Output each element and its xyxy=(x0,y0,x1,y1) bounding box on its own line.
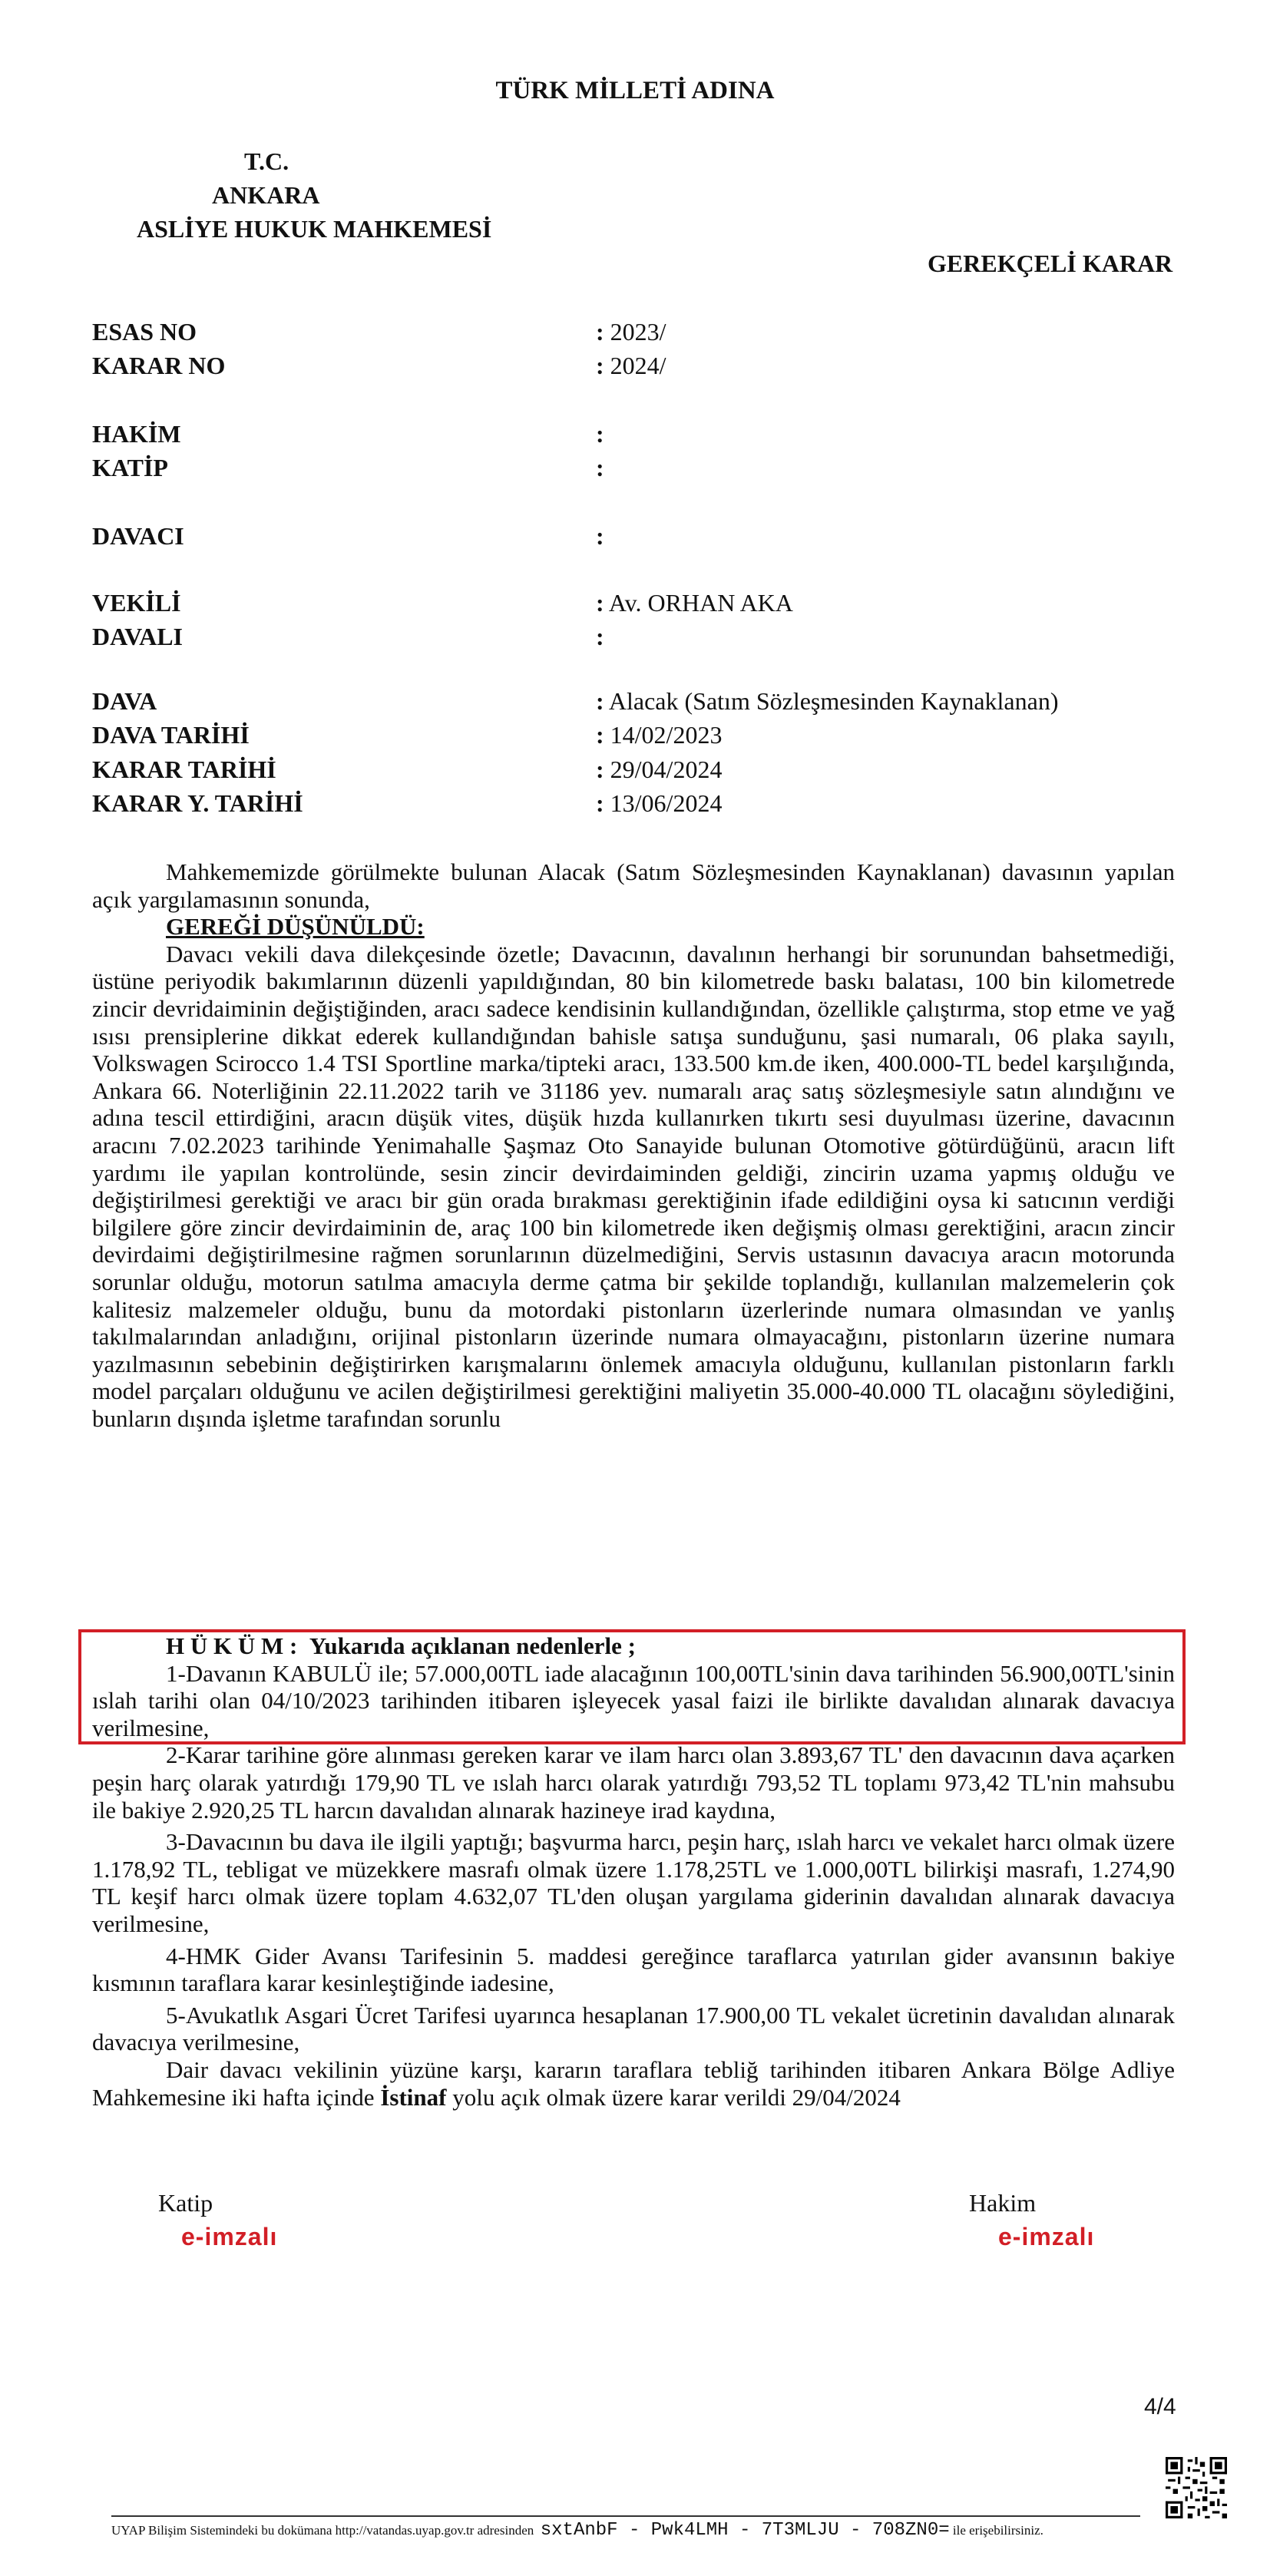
hukum-closing: Dair davacı vekilinin yüzüne karşı, kararın taraflara tebliğ tarihinden itibaren Ankara Bölge Adliye Mahkemesine iki hafta içinde İstinaf yolu açık olmak üzere karar verildi 29/04/2024 xyxy=(92,2055,1175,2111)
page-number: 4/4 xyxy=(1144,2394,1176,2419)
katip-eimza-badge: e-imzalı xyxy=(181,2223,278,2250)
hukum-section xyxy=(92,1632,1175,2111)
field-label-karar-tarihi: KARAR TARİHİ xyxy=(92,756,276,783)
field-label-karar-y-tarihi: KARAR Y. TARİHİ xyxy=(92,789,303,817)
field-label-esas-no: ESAS NO xyxy=(92,318,197,346)
hukum-item-2: 2-Karar tarihine göre alınması gereken karar ve ilam harcı olan 3.893,67 TL' den davacının dava açarken peşin harç olarak yatırdığı 179,90 TL ve ıslah harcı olarak yatırdığı 793,52 TL toplamı 973,42 TL'nin mahsubu ile bakiye 2.920,25 TL harcın davalıdan alınarak hazineye irad kaydına, xyxy=(92,1741,1175,1824)
field-value-davaci: : xyxy=(596,522,604,550)
court-line-city: ANKARA xyxy=(212,181,320,209)
field-value-davali: : xyxy=(596,623,604,650)
qr-code-icon xyxy=(1166,2457,1227,2518)
footer-rule xyxy=(111,2515,1140,2517)
hakim-eimza-badge: e-imzalı xyxy=(998,2223,1095,2250)
field-label-karar-no: KARAR NO xyxy=(92,352,226,379)
field-value-karar-tarihi: : 29/04/2024 xyxy=(596,756,723,783)
field-label-hakim: HAKİM xyxy=(92,420,181,448)
body-section xyxy=(92,858,1175,1432)
court-line-name: ASLİYE HUKUK MAHKEMESİ xyxy=(137,215,492,243)
intro-paragraph: Mahkememizde görülmekte bulunan Alacak (Satım Sözleşmesinden Kaynaklanan) davasının yapılan açık yargılamasının sonunda, xyxy=(92,858,1175,913)
katip-label: Katip xyxy=(158,2189,213,2217)
field-label-dava: DAVA xyxy=(92,687,157,715)
field-value-vekili: : Av. ORHAN AKA xyxy=(596,589,793,617)
decision-type: GEREKÇELİ KARAR xyxy=(928,250,1173,277)
field-label-vekili: VEKİLİ xyxy=(92,589,181,617)
field-label-davali: DAVALI xyxy=(92,623,183,650)
field-value-katip: : xyxy=(596,454,604,481)
footer-verification: UYAP Bilişim Sistemindeki bu dokümana http://vatandas.uyap.gov.tr adresinden sxtAnbF - Pwk4LMH - 7T3MLJU - 708ZN0= ile erişebilirsiniz. xyxy=(111,2520,1043,2541)
field-label-davaci: DAVACI xyxy=(92,522,184,550)
hakim-label: Hakim xyxy=(969,2189,1037,2217)
field-value-karar-no: : 2024/ xyxy=(596,352,666,379)
court-line-tc: T.C. xyxy=(244,147,289,175)
hukum-item-5: 5-Avukatlık Asgari Ücret Tarifesi uyarınca hesaplanan 17.900,00 TL vekalet ücretinin davalıdan alınarak davacıya verilmesine, xyxy=(92,2001,1175,2056)
document-title: TÜRK MİLLETİ ADINA xyxy=(495,77,775,104)
field-label-dava-tarihi: DAVA TARİHİ xyxy=(92,721,250,749)
gerekce-heading: GEREĞİ DÜŞÜNÜLDÜ: xyxy=(166,913,425,941)
hukum-item-4: 4-HMK Gider Avansı Tarifesinin 5. maddesi gereğince taraflarca yatırılan gider avansının bakiye kısmının taraflara karar kesinleştiğinde iadesine, xyxy=(92,1942,1175,1997)
hukum-item-1: 1-Davanın KABULÜ ile; 57.000,00TL iade alacağının 100,00TL'sinin dava tarihinden 56.900,00TL'sinin ıslah tarihi olan 04/10/2023 tarihinden itibaren işleyecek yasal faizi ile birlikte davalıdan alınarak davacıya verilmesine, xyxy=(92,1659,1175,1741)
field-value-hakim: : xyxy=(596,420,604,448)
verification-code: sxtAnbF - Pwk4LMH - 7T3MLJU - 708ZN0= xyxy=(540,2520,950,2541)
hukum-heading: H Ü K Ü M : Yukarıda açıklanan nedenlerle ; xyxy=(166,1632,637,1659)
field-label-katip: KATİP xyxy=(92,454,168,481)
field-value-dava: : Alacak (Satım Sözleşmesinden Kaynaklanan) xyxy=(596,687,1059,715)
field-value-karar-y-tarihi: : 13/06/2024 xyxy=(596,789,723,817)
field-value-esas-no: : 2023/ xyxy=(596,318,666,346)
claim-summary-paragraph: Davacı vekili dava dilekçesinde özetle; Davacının, davalının herhangi bir sorunundan bahsetmediği, üstüne periyodik bakımlarının düzenli yapıldığından, 80 bin kilometrede baskı balatası, 100 bin kilometrede zincir devridaiminin değiştiğinden, aracı sadece kendisinin kullandığından, özellikle çalıştırma, stop etme ve yağ ısısı prensiplerine dikkat ederek kullandığından bahisle satışa sunduğunu, şasi numaralı, 06 plaka sayılı, Volkswagen Scirocco 1.4 TSI Sportline marka/tipteki aracı, 133.500 km.de iken, 400.000-TL bedel karşılığında, Ankara 66. Noterliğinin 22.11.2022 tarih ve 31186 yev. numaralı araç satış sözleşmesiyle satın alındığını ve adına tescil ettirdiğini, aracın düşük vites, düşük hızda kullanırken tıkırtı sesi duyulması üzerine, davacının aracını 7.02.2023 tarihinde Yenimahalle Şaşmaz Oto Sanayide bulunan Otomotive götürdüğünü, aracın lift yardımı ile yapılan kontrolünde, sesin zincir devirdaiminden geldiği, zincirin uzama yapmış olduğu ve değiştirilmesi gerektiği ve aracı bir gün orada bırakması gerektiğinin ifade edildiğini oysa ki satıcının verdiği bilgilere göre zincir devirdaiminin de, araç 100 bin kilometrede iken değişmiş olması gerektiğini, aracın zincir devirdaimi değiştirilmesine rağmen sorunlarının düzelmediğini, Servis ustasının davacıya aracın motorunda sorunlar olduğu, motorun satılma amacıyla derme çatma bir şekilde toplandığı, kullanılan malzemelerin çok kalitesiz malzemeler olduğu, bunu da motordaki pistonların üzerlerinde numara olmasından ve yanlış takılmalarından anladığını, orijinal pistonların üzerinde numara olmayacağını, pistonların üzerine numara yazılmasının sebebinin değiştirirken karışmalarını önlemek amacıyla olduğunu, kullanılan pistonların farklı model parçaları olduğunu ve acilen değiştirilmesi gerektiğini maliyetin 35.000-40.000 TL olacağını söylediğini, bunların dışında işletme tarafından sorunlu xyxy=(92,940,1175,1432)
hukum-item-3: 3-Davacının bu dava ile ilgili yaptığı; başvurma harcı, peşin harç, ıslah harcı ve vekalet harcı olmak üzere 1.178,92 TL, tebligat ve müzekkere masrafı olmak üzere 1.178,25TL ve 1.000,00TL bilirkişi masrafı, 1.274,90 TL keşif harcı olmak üzere toplam 4.632,07 TL'den oluşan yargılama giderinin davalıdan alınarak davacıya verilmesine, xyxy=(92,1828,1175,1937)
field-value-dava-tarihi: : 14/02/2023 xyxy=(596,721,723,749)
